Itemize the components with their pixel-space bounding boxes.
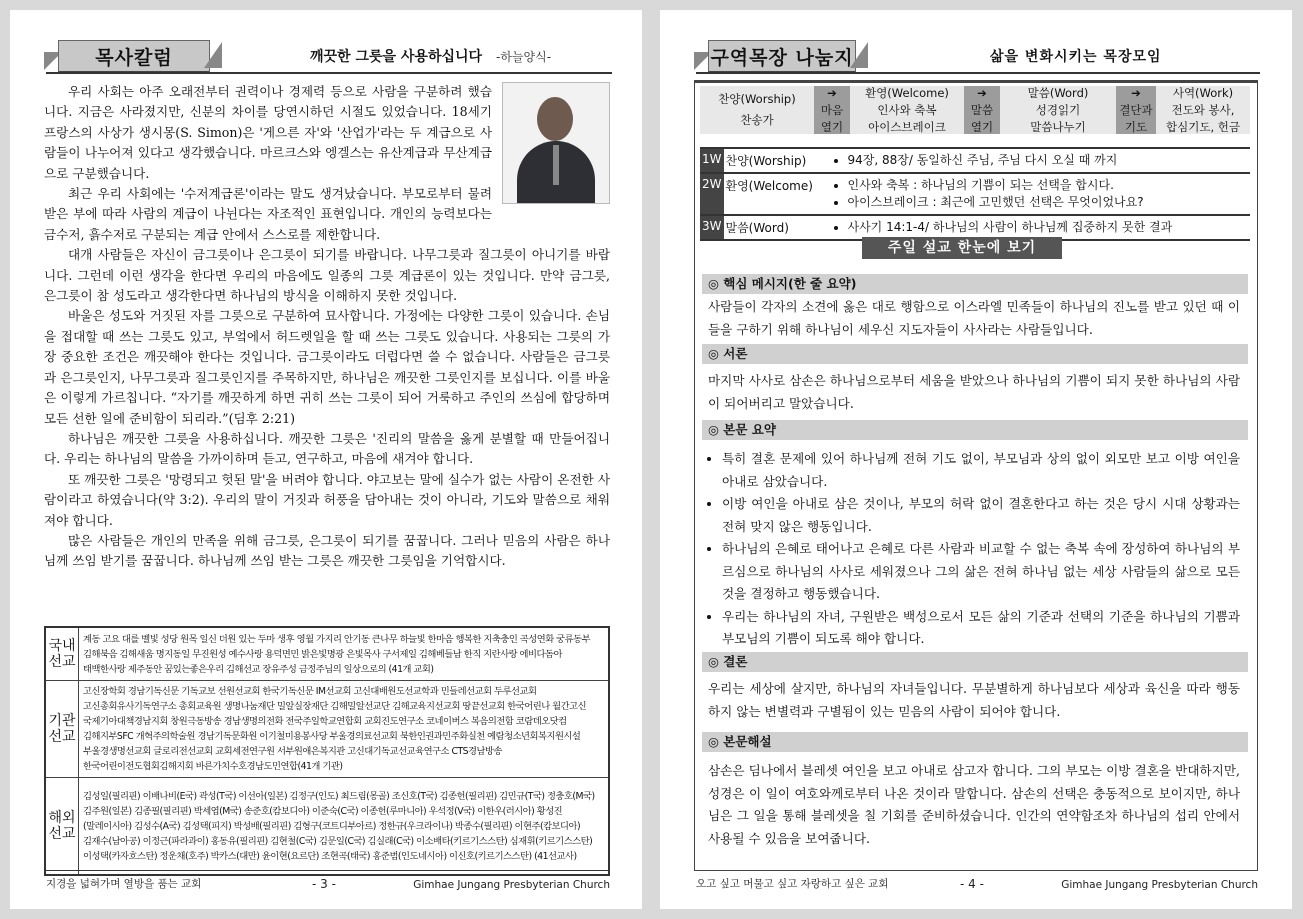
section-text: 마지막 사사로 삼손은 하나님으로부터 세움을 받았으나 하나님의 기쁨이 되지 못한 하나님의 사람이 되어버리고 말았습니다. (708, 373, 1240, 411)
paragraph: 최근 우리 사회에는 '수저계급론'이라는 말도 생겨났습니다. 부모로부터 물려받은 부에 따라 사람의 계급이 나뉜다는 자조적인 표현입니다. 개인의 능력보다는 금수저, 흙수저로 구분되는 계급 안에서 스스로를 제한합니다. (44, 186, 492, 242)
week-item: • 94장, 88장/ 동일하신 주님, 주님 다시 오실 때 까지 (848, 152, 1247, 169)
missions-table (44, 626, 610, 876)
table-row (45, 778, 609, 876)
section-label: 목사칼럼 (58, 40, 210, 74)
section-bullets (708, 448, 1240, 651)
flow-step: 사역(Work) 전도와 봉사, 합심기도, 헌금 (1156, 86, 1250, 134)
list-item: • 우리는 하나님의 자녀, 구원받은 백성으로서 모든 삶의 기준과 선택의 기준을 하나님의 기쁨과 부모님의 기쁨이 되도록 해야 합니다. (722, 606, 1240, 651)
pastor-photo (502, 82, 610, 204)
week-badge: 2W (700, 173, 724, 215)
mission-text: 고신장학회 경남기독신문 기독교보 선원선교회 한국기독신문 IM선교회 고신대배원도선교학과 민들레선교회 두루선교회 고신총회유사기독연구소 총회교육원 생명나눔재단 밀알실장재단 김해밀알선교단 김해교육지선교회 땅끝선교회 한국어린나 월간고신 국제기아대책경남지회 창원극동방송 경남생명의전화 전국주일학교연합회 교회진도연구소 코네이버스 복음의전함 코람데오닷컴 김해지부SFC 개혁주의학술원 경남기독문화원 이기철미용봉사당 부울경의료선교회 북한인권과민주화실천 예람청소년회복지원시설 부울경생명선교회 글로리전선교회 교회세전연구원 서부원애은복지관 고신대기독교선교육연구소 CTS경남방송 한국어린이전도협회김해지회 바른가치수호경남도민연합(41개 기관) (79, 681, 610, 778)
mission-label: 해외 선교 (45, 778, 79, 876)
week-item: • 사사기 14:1-4/ 하나님의 사람이 하나님께 집중하지 못한 결과 (848, 219, 1247, 236)
footer-motto: 오고 싶고 머물고 싶고 자랑하고 싶은 교회 (696, 878, 889, 890)
paragraph: 대개 사람들은 자신이 금그릇이나 은그릇이 되기를 바랍니다. 나무그릇과 질그릇이 아니기를 바랍니다. 그런데 이런 생각을 한다면 우리의 마음에도 일종의 그릇 계급론이 있는 것입니다. 만약 금그릇, 은그릇이 참 성도라고 생각한다면 하나님의 방식을 이해하지 못한 것입니다. (44, 247, 610, 304)
section-label: 구역목장 나눔지 (708, 40, 856, 74)
church-name: Gimhae Jungang Presbyterian Church (413, 879, 610, 891)
week-badge: 3W (700, 215, 724, 240)
list-item: • 하나님의 은혜로 태어나고 은혜로 다른 사람과 비교할 수 없는 축복 속에 장성하여 하나님의 부르심으로 하나님의 사사로 세워졌으나 그의 삶은 전혀 하나님 없는 세상 사람들의 삶으로 모든 것을 결정하고 행동했습니다. (722, 538, 1240, 606)
paragraph: 우리 사회는 아주 오래전부터 권력이나 경제력 등으로 사람을 구분하려 했습니다. 지금은 사라졌지만, 신분의 차이를 당연시하던 시절도 있었습니다. 18세기 프랑스의 사상가 생시몽(S. Simon)은 '게으른 자'와 '산업가'라는 두 계급으로 사람들이 나누어져 있다고 생각했습니다. 마르크스와 엥겔스는 유산계급과 무산계급으로 구분했습니다. (44, 84, 492, 181)
page-3 (10, 10, 642, 909)
section-text: 우리는 세상에 살지만, 하나님의 자녀들입니다. 무분별하게 하나님보다 세상과 육신을 따라 행동하지 않는 변별력과 구별됨이 있는 믿음의 사람이 되어야 합니다. (708, 681, 1240, 719)
section-heading: ◎ 본문해설 (702, 732, 1248, 752)
table-row (700, 173, 1250, 215)
header-rule (46, 72, 612, 74)
flow-arrow: ➔ 말씀 열기 (964, 86, 1000, 134)
week-table (700, 147, 1250, 241)
section-heading: ◎ 본문 요약 (702, 420, 1248, 440)
paragraph: 하나님은 깨끗한 그릇을 사용하십니다. 깨끗한 그릇은 '진리의 말씀을 옳게 분별할 때 만들어집니다. 우리는 하나님의 말씀을 가까이하며 듣고, 연구하고, 마음에 새겨야 합니다. (44, 430, 610, 467)
page-number: - 3 - (312, 877, 336, 891)
table-row (700, 148, 1250, 173)
page-subtitle: 삶을 변화시키는 목장모임 (990, 49, 1162, 65)
flow-arrow: ➔ 마음 열기 (814, 86, 850, 134)
page-4 (660, 10, 1292, 909)
paragraph: 바울은 성도와 거짓된 자를 그릇으로 구분하여 묘사합니다. 가정에는 다양한 그릇이 있습니다. 손님을 접대할 때 쓰는 그릇도 있고, 부엌에서 허드렛일을 할 때 쓰는 그릇도 있습니다. 사용되는 그릇의 가장 중요한 조건은 깨끗해야 한다는 것입니다. 금그릇이라도 더럽다면 쓸 수 없습니다. 사람들은 금그릇과 은그릇인지, 나무그릇과 질그릇인지를 주목하지만, 하나님은 깨끗한 그릇인지를 보십니다. 이를 바울은 이렇게 가르칩니다. “자기를 깨끗하게 하면 귀히 쓰는 그릇이 되어 거룩하고 주인의 쓰심에 합당하며 모든 선한 일에 준비함이 되리라.”(딤후 2:21) (44, 308, 610, 426)
mission-label: 국내 선교 (45, 627, 79, 681)
week-item: • 인사와 축복 : 하나님의 기쁨이 되는 선택을 합시다. (848, 177, 1247, 194)
table-row (45, 681, 609, 778)
flow-step: 환영(Welcome) 인사와 축복 아이스브레이크 (850, 86, 964, 134)
mission-text: 김성일(필리핀) 이배나비(E국) 곽성(T국) 이선아(일본) 김정구(인도) 최드림(몽골) 조신호(T국) 김종헌(필리핀) 김민규(T국) 정충호(M국) 김주원(일본) 김종필(필리핀) 박세엽(M국) 송준호(캄보디아) 이준숙(C국) 이종헌(루마니아) 우석정(V국) 이한우(러시아) 황성진(말레이시아) 김성수(A국) 김성택(피지) 박성배(필리핀) 김형구(코트디부아르) 정한규(우크라이나) 박종수(필리핀) 이현주(캄보디아) 김재수(남아공) 이정근(파라과이) 홍동유(필리핀) 김현철(C국) 김문일(C국) 김실래(C국) 이소배타(키르기스스탄) 심재휘(키르기스스탄) 이성택(카자흐스탄) 정운채(호주) 박카스(대만) 윤이현(요르단) 조현곡(태국) 홍준범(인도네시아) 이신호(키르기스스탄) (41선교사) (79, 778, 610, 876)
footer-motto: 지경을 넓혀가며 열방을 품는 교회 (46, 878, 202, 890)
section-text: 사람들이 각자의 소견에 옳은 대로 행함으로 이스라엘 민족들이 하나님의 진노를 받고 있던 때 이들을 구하기 위해 하나님이 세우신 지도자들이 사사라는 사람들입니다. (708, 299, 1240, 337)
paragraph: 또 깨끗한 그릇은 '망령되고 헛된 말'을 버려야 합니다. 야고보는 말에 실수가 없는 사람이 온전한 사람이라고 하였습니다(약 3:2). 우리의 말이 거짓과 허풍을 담아내는 것이 아니라, 기도와 말씀으로 채워져야 합니다. (44, 471, 610, 528)
section-heading: ◎ 결론 (702, 652, 1248, 672)
section-text: 삼손은 딤나에서 블레셋 여인을 보고 아내로 삼고자 합니다. 그의 부모는 이방 결혼을 반대하지만, 성경은 이 일이 여호와께로부터 나온 것이라 말합니다. 삼손의 선택은 충동적으로 보이지만, 하나님은 그 일을 통해 블레셋을 칠 기회를 준비하셨습니다. 인간의 연약함조차 하나님의 섭리 안에서 사용될 수 있음을 보여줍니다. (708, 763, 1240, 846)
week-name: 찬양(Worship) (724, 148, 830, 173)
column-article (44, 82, 610, 572)
column-title-text: 깨끗한 그릇을 사용하십니다 (310, 49, 483, 65)
list-item: • 이방 여인을 아내로 삼은 것이나, 부모의 허락 없이 결혼한다고 하는 것은 당시 시대 상황과는 전혀 맞지 않은 행동입니다. (722, 493, 1240, 538)
section-heading: ◎ 서론 (702, 344, 1248, 364)
footer-rule (44, 870, 610, 871)
table-row (45, 627, 609, 681)
church-name: Gimhae Jungang Presbyterian Church (1061, 879, 1258, 891)
flow-step: 말씀(Word) 성경읽기 말씀나누기 (1000, 86, 1116, 134)
column-author: -하늘양식- (496, 50, 552, 64)
sermon-summary-bar: 주일 설교 한눈에 보기 (862, 237, 1062, 259)
header-rule (696, 72, 1260, 74)
week-item: • 아이스브레이크 : 최근에 고민했던 선택은 무엇이었나요? (848, 194, 1247, 211)
flow-step: 찬양(Worship) 찬송가 (700, 86, 814, 134)
list-item: • 특히 결혼 문제에 있어 하나님께 전혀 기도 없이, 부모님과 상의 없이 외모만 보고 이방 여인을 아내로 삼았습니다. (722, 448, 1240, 493)
section-heading: ◎ 핵심 메시지(한 줄 요약) (702, 274, 1248, 294)
week-badge: 1W (700, 148, 724, 173)
meeting-flow (700, 86, 1250, 134)
week-name: 말씀(Word) (724, 215, 830, 240)
page-number: - 4 - (960, 877, 984, 891)
mission-label: 기관 선교 (45, 681, 79, 778)
flow-arrow: ➔ 결단과 기도 (1116, 86, 1156, 134)
week-name: 환영(Welcome) (724, 173, 830, 215)
column-title (310, 46, 551, 66)
paragraph: 많은 사람들은 개인의 만족을 위해 금그릇, 은그릇이 되기를 꿈꿉니다. 그러나 믿음의 사람은 하나님께 쓰임 받기를 꿈꿉니다. 하나님께 쓰임 받는 그릇은 깨끗한 그릇임을 기억합시다. (44, 532, 610, 569)
mission-text: 계동 고요 대를 벨빛 성당 원목 일신 더원 있는 두마 생후 영월 가지리 안기동 큰나무 하늘빛 한마음 행복한 지축충인 곡성연화 궁류동부 김해북음 김해새움 명지동일 무진원성 예수사랑 용덕면민 밝은빛명광 은빛목사 구서제일 김해베들남 한직 지란사랑 에비다돔아 태백한사랑 제주동안 꿈있는좋은우리 김해선교 장유주성 금정주님의 일상으로의 (41개 교회) (79, 627, 610, 681)
